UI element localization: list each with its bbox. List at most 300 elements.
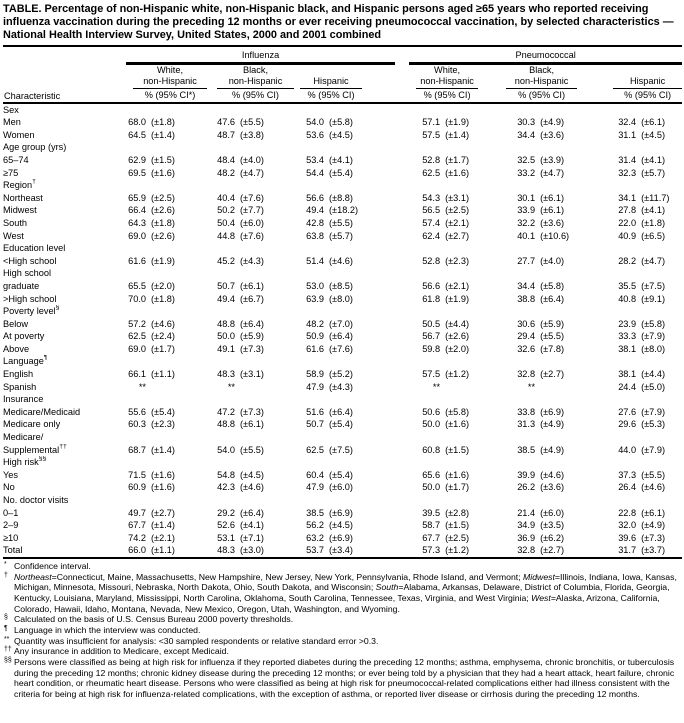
confidence-interval-value: (±5.5) (540, 331, 565, 342)
row-label: No. doctor visits (3, 495, 69, 506)
percent-value: 53.1 (217, 532, 235, 543)
confidence-interval-value: (±5.3) (641, 419, 666, 430)
confidence-interval-value: (±11.7) (641, 192, 670, 203)
percent-value: 36.9 (517, 532, 536, 543)
subgroup-line: White, (434, 65, 461, 76)
section-row (3, 456, 682, 469)
row-label: Northeast (3, 192, 43, 203)
characteristic-header: Characteristic (3, 89, 121, 103)
footnote-text: Persons were classified as being at high risk for influenza if they reported diabetes during the preceding 12 months; asthma, emphysema, chronic bronchitis, or tuberculosis during the preceding 12 months; chronic kidney disease during the preceding 12 months; or ever being told by a physician that they had a heart attack, heart failure, chronic heart condition, or rheumatic heart disease. Persons who were classified as being at high risk for pneumococcal-related complications either had illness consistent with the criteria for being at high risk for influenza-related complications, with the exception of asthma, or reported liver disease or cirrhosis during the preceding 12 months. (14, 656, 675, 699)
percent-value: 54.4 (306, 167, 324, 178)
confidence-interval-value: (±4.7) (641, 255, 666, 266)
row-label: Insurance (3, 394, 44, 405)
confidence-interval-value: (±5.8) (540, 280, 565, 291)
influenza-group-header (121, 46, 396, 65)
percent-value: 26.4 (618, 482, 637, 493)
row-label: ≥10 (3, 532, 19, 543)
confidence-interval-value: (±6.1) (641, 117, 666, 128)
table-row (3, 204, 682, 217)
row-label: Sex (3, 104, 19, 115)
confidence-interval-value: (±5.4) (329, 167, 353, 178)
pneumococcal-group-label: Pneumococcal (409, 47, 682, 65)
percent-value: 50.4 (217, 217, 235, 228)
percent-value: 22.8 (618, 507, 637, 518)
footnote-text: Calculated on the basis of U.S. Census Bureau 2000 poverty thresholds. (14, 614, 294, 625)
percent-value: 56.6 (306, 192, 324, 203)
confidence-interval-value: (±5.5) (641, 469, 666, 480)
confidence-interval-value: (±8.5) (329, 280, 353, 291)
section-row (3, 141, 682, 154)
percent-value: 50.0 (217, 331, 235, 342)
row-label: At poverty (3, 331, 45, 342)
confidence-interval-value: (±3.9) (540, 154, 565, 165)
percent-value: 48.8 (217, 419, 235, 430)
footnote-marker: † (4, 571, 8, 579)
table-row (3, 469, 682, 482)
percent-value: 60.9 (128, 482, 146, 493)
confidence-interval-value: (±2.6) (151, 205, 175, 216)
row-label: Women (3, 129, 35, 140)
percent-value: 62.5 (306, 444, 324, 455)
section-row (3, 179, 682, 192)
percent-value: 34.4 (517, 280, 536, 291)
table-row (3, 481, 682, 494)
percent-value: 52.8 (422, 255, 441, 266)
measure-header: % (95% CI) (587, 89, 682, 103)
percent-value: 27.6 (618, 406, 637, 417)
measure-header: % (95% CI) (396, 89, 492, 103)
confidence-interval-value: (±1.1) (146, 544, 209, 558)
confidence-interval-value: (±2.0) (151, 280, 175, 291)
confidence-interval-value: (±3.1) (240, 369, 264, 380)
percent-value: 34.9 (517, 520, 536, 531)
confidence-interval-value: (±2.7) (540, 369, 565, 380)
percent-value: 60.4 (306, 469, 324, 480)
confidence-interval-value: (±4.3) (329, 381, 353, 392)
confidence-interval-value: (±6.0) (329, 482, 353, 493)
percent-value: 62.4 (422, 230, 441, 241)
empty-cell (121, 179, 682, 192)
confidence-interval-value: (±3.6) (540, 482, 565, 493)
percent-value: 40.1 (517, 230, 536, 241)
col-header-pneumococcal-hispanic (587, 65, 682, 89)
footnote-marker: ** (4, 635, 10, 643)
percent-value: 33.3 (618, 331, 637, 342)
percent-value: 38.5 (517, 444, 536, 455)
percent-value: 26.2 (517, 482, 536, 493)
confidence-interval-value: (±1.7) (445, 154, 470, 165)
percent-value: 33.2 (517, 167, 536, 178)
confidence-interval-value: (±7.3) (240, 406, 264, 417)
percent-value: 54.8 (217, 469, 235, 480)
row-label: Medicare only (3, 419, 61, 430)
table-row (3, 192, 682, 205)
footnote-marker: § (55, 305, 60, 312)
footnote-text: Any insurance in addition to Medicare, except Medicaid. (14, 646, 229, 657)
row-label: Below (3, 318, 29, 329)
confidence-interval-value (440, 381, 492, 394)
influenza-group-label: Influenza (126, 47, 395, 65)
measure-header: % (95% CI) (209, 89, 298, 103)
confidence-interval-value (146, 381, 209, 394)
confidence-interval-value: (±4.5) (329, 520, 353, 531)
confidence-interval-value: (±7.9) (641, 444, 666, 455)
confidence-interval-value: (±6.1) (641, 507, 666, 518)
percent-value: 32.0 (618, 520, 637, 531)
footnote-marker: †† (4, 646, 12, 654)
confidence-interval-value: (±1.4) (445, 129, 470, 140)
percent-value: 65.6 (422, 469, 441, 480)
percent-value: 31.3 (517, 419, 536, 430)
percent-value: 32.5 (517, 154, 536, 165)
percent-value: 50.7 (306, 419, 324, 430)
table-header (3, 46, 682, 103)
confidence-interval-value: (±5.9) (540, 318, 565, 329)
row-label: Medicare/ (3, 432, 44, 443)
table-row (3, 544, 682, 558)
confidence-interval-value: (±6.5) (641, 230, 666, 241)
table-title: TABLE. Percentage of non-Hispanic white, non-Hispanic black, and Hispanic persons aged ≥65 years who reported receiving influenza vaccination during the preceding 12 months or ever receiving pneumococcal vaccination, by selected characteristics — National Health Interview Survey, United States, 2000 and 2001 combined (3, 3, 674, 42)
percent-value: 22.0 (618, 217, 637, 228)
confidence-interval-value: (±8.8) (329, 192, 353, 203)
percent-value: 27.8 (618, 205, 637, 216)
percent-value: 67.7 (128, 520, 146, 531)
confidence-interval-value: (±1.9) (445, 293, 470, 304)
table-row (3, 368, 682, 381)
row-label: West (3, 230, 24, 241)
confidence-interval-value: (±7.5) (329, 444, 353, 455)
percent-value: 61.8 (422, 293, 441, 304)
subgroup-line: Hispanic (629, 76, 666, 87)
percent-value: ** (432, 381, 441, 392)
confidence-interval-value: (±1.6) (151, 469, 175, 480)
row-label: Midwest (3, 205, 37, 216)
empty-cell (121, 141, 682, 154)
confidence-interval-value: (±5.8) (445, 406, 470, 417)
confidence-interval-value: (±2.0) (445, 343, 470, 354)
pneumococcal-group-header (396, 46, 682, 65)
footnote-text: Northeast=Connecticut, Maine, Massachusetts, New Hampshire, New Jersey, New York, Pennsylvania, Rhode Island, and Vermont; Midwest=Illinois, Indiana, Iowa, Kansas, Michigan, Minnesota, Missouri, Nebraska, North Dakota, Ohio, South Dakota, and Wisconsin; South=Alabama, Arkansas, Delaware, District of Columbia, Florida, Georgia, Kentucky, Louisiana, Maryland, Mississippi, North Carolina, Oklahoma, South Carolina, Tennessee, Texas, Virginia, and West Virginia; West=Alaska, Arizona, California, Colorado, Hawaii, Idaho, Montana, Nevada, New Mexico, Oregon, Utah, Washington, and Wyoming. (14, 571, 677, 614)
percent-value: 51.4 (306, 255, 324, 266)
row-label: Poverty level§ (3, 305, 60, 317)
confidence-interval-value: (±1.6) (445, 167, 470, 178)
confidence-interval-value: (±4.9) (540, 117, 565, 128)
confidence-interval-value: (±6.0) (240, 217, 264, 228)
confidence-interval-value: (±4.1) (329, 154, 353, 165)
percent-value: 62.9 (128, 154, 146, 165)
subgroup-header-row (3, 65, 682, 89)
row-label: <High school (3, 255, 57, 266)
percent-value: 63.9 (306, 293, 324, 304)
percent-value: 37.3 (618, 469, 637, 480)
confidence-interval-value: (±2.3) (445, 255, 470, 266)
confidence-interval-value: (±7.1) (240, 532, 264, 543)
confidence-interval-value: (±6.1) (240, 419, 264, 430)
confidence-interval-value: (±1.6) (445, 419, 470, 430)
table-row (3, 330, 682, 343)
confidence-interval-value: (±4.4) (445, 318, 470, 329)
percent-value: 39.6 (618, 532, 637, 543)
percent-value: 63.2 (306, 532, 324, 543)
percent-value: 31.1 (618, 129, 637, 140)
subgroup-line: non-Hispanic (420, 76, 474, 87)
percent-value: 38.1 (618, 369, 637, 380)
confidence-interval-value: (±2.1) (445, 217, 470, 228)
row-label: ≥75 (3, 167, 19, 178)
row-label: Medicare/Medicaid (3, 406, 81, 417)
percent-value: 30.6 (517, 318, 536, 329)
confidence-interval-value: (±2.5) (445, 532, 470, 543)
percent-value: 64.3 (128, 217, 146, 228)
confidence-interval-value: (±4.6) (240, 482, 264, 493)
percent-value: 28.2 (618, 255, 637, 266)
confidence-interval-value: (±1.9) (151, 255, 175, 266)
footnote-marker: §§ (38, 456, 47, 463)
percent-value: 32.6 (517, 343, 536, 354)
row-label: graduate (3, 280, 40, 291)
row-label: High risk§§ (3, 456, 47, 468)
confidence-interval-value: (±6.9) (329, 507, 353, 518)
percent-value: 32.4 (618, 117, 637, 128)
footnote-marker: § (4, 614, 8, 622)
confidence-interval-value: (±2.3) (151, 419, 175, 430)
footnote (3, 657, 682, 700)
percent-value: 40.4 (217, 192, 235, 203)
row-label: 2–9 (3, 520, 19, 531)
empty-cell (121, 431, 682, 444)
spacer-cell (3, 65, 121, 89)
percent-value: ** (527, 381, 536, 392)
percent-value: 40.8 (618, 293, 637, 304)
confidence-interval-value: (±4.0) (540, 255, 565, 266)
percent-value: 29.4 (517, 331, 536, 342)
confidence-interval-value: (±4.4) (641, 369, 666, 380)
percent-value: 50.0 (422, 419, 441, 430)
confidence-interval-value: (±10.6) (540, 230, 570, 241)
percent-value: 38.1 (618, 343, 637, 354)
empty-cell (121, 305, 682, 318)
confidence-interval-value: (±4.6) (151, 318, 175, 329)
footnote-text: Quantity was insufficient for analysis: <30 sampled respondents or relative standard error >0.3. (14, 635, 379, 646)
confidence-interval-value: (±2.1) (445, 280, 470, 291)
row-label: Region† (3, 179, 36, 191)
percent-value: 53.7 (298, 544, 324, 558)
confidence-interval-value: (±2.7) (151, 507, 175, 518)
percent-value: 32.2 (517, 217, 536, 228)
confidence-interval-value: (±5.2) (329, 369, 353, 380)
percent-value: 44.8 (217, 230, 235, 241)
confidence-interval-value: (±1.5) (445, 520, 470, 531)
section-row (3, 242, 682, 255)
confidence-interval-value (235, 381, 298, 394)
confidence-interval-value: (±2.1) (151, 532, 175, 543)
percent-value: 49.4 (306, 205, 324, 216)
footnote-marker: * (4, 560, 7, 568)
percent-value: 48.2 (306, 318, 324, 329)
corner-cell (3, 46, 121, 65)
percent-value: 63.8 (306, 230, 324, 241)
footnote-marker: ¶ (4, 624, 8, 632)
percent-value: 53.4 (306, 154, 324, 165)
percent-value: 74.2 (128, 532, 146, 543)
table-row (3, 293, 682, 306)
percent-value: 61.6 (306, 343, 324, 354)
row-label: English (3, 369, 34, 380)
percent-value: 47.2 (217, 406, 235, 417)
row-label: High school (3, 268, 52, 279)
confidence-interval-value: (±7.7) (240, 205, 264, 216)
percent-value: ** (227, 381, 235, 392)
confidence-interval-value: (±6.4) (329, 331, 353, 342)
percent-value: 47.9 (306, 381, 324, 392)
percent-value: 50.7 (217, 280, 235, 291)
section-row (3, 355, 682, 368)
percent-value: 69.0 (128, 230, 146, 241)
measure-header: % (95% CI) (492, 89, 587, 103)
table-row (3, 255, 682, 268)
percent-value: 56.5 (422, 205, 441, 216)
confidence-interval-value: (±4.1) (641, 205, 666, 216)
footnote (3, 572, 682, 615)
percent-value: 53.0 (306, 280, 324, 291)
confidence-interval-value: (±4.5) (641, 129, 666, 140)
percent-value: 56.6 (422, 280, 441, 291)
row-label: South (3, 217, 28, 228)
confidence-interval-value: (±6.9) (329, 532, 353, 543)
confidence-interval-value: (±7.6) (240, 230, 264, 241)
confidence-interval-value: (±5.9) (240, 331, 264, 342)
empty-cell (121, 456, 682, 469)
confidence-interval-value: (±7.3) (240, 343, 264, 354)
confidence-interval-value: (±5.8) (329, 117, 353, 128)
percent-value: 52.6 (217, 520, 235, 531)
confidence-interval-value: (±7.5) (641, 280, 666, 291)
section-row (3, 431, 682, 444)
confidence-interval-value: (±6.1) (540, 205, 565, 216)
group-header-row (3, 46, 682, 65)
percent-value: 56.7 (422, 331, 441, 342)
confidence-interval-value: (±4.3) (240, 255, 264, 266)
confidence-interval-value: (±5.0) (641, 381, 666, 392)
row-label: Spanish (3, 381, 37, 392)
section-row (3, 305, 682, 318)
percent-value: 32.8 (517, 369, 536, 380)
confidence-interval-value: (±1.4) (151, 520, 175, 531)
percent-value: 62.5 (422, 167, 441, 178)
percent-value: 58.7 (422, 520, 441, 531)
confidence-interval-value: (±1.8) (151, 293, 175, 304)
percent-value: 48.3 (217, 369, 235, 380)
percent-value: 69.0 (128, 343, 146, 354)
confidence-interval-value: (±5.4) (151, 406, 175, 417)
percent-value: 55.6 (128, 406, 146, 417)
empty-cell (121, 267, 682, 280)
percent-value: 51.6 (306, 406, 324, 417)
footnotes (3, 561, 682, 700)
confidence-interval-value: (±6.1) (240, 280, 264, 291)
table-row (3, 343, 682, 356)
confidence-interval-value: (±4.6) (329, 255, 353, 266)
percent-value: 66.1 (128, 369, 146, 380)
confidence-interval-value: (±1.6) (445, 469, 470, 480)
confidence-interval-value: (±7.6) (240, 192, 264, 203)
confidence-interval-value: (±1.4) (151, 444, 175, 455)
percent-value: 50.2 (217, 205, 235, 216)
percent-value: 57.3 (396, 544, 440, 558)
confidence-interval-value: (±4.7) (540, 167, 565, 178)
confidence-interval-value: (±6.7) (240, 293, 264, 304)
percent-value: 54.3 (422, 192, 441, 203)
footnote (3, 614, 682, 625)
percent-value: 47.9 (306, 482, 324, 493)
confidence-interval-value: (±1.9) (445, 117, 470, 128)
percent-value: 66.0 (121, 544, 146, 558)
confidence-interval-value: (±5.5) (329, 217, 353, 228)
percent-value: 62.5 (128, 331, 146, 342)
row-label: Education level (3, 243, 66, 254)
percent-value: 42.3 (217, 482, 235, 493)
percent-value: 49.1 (217, 343, 235, 354)
confidence-interval-value: (±1.2) (445, 369, 470, 380)
confidence-interval-value: (±3.0) (235, 544, 298, 558)
footnote-marker: §§ (4, 656, 12, 664)
table-row (3, 406, 682, 419)
percent-value: 64.5 (128, 129, 146, 140)
percent-value: 29.2 (217, 507, 235, 518)
row-label: Language¶ (3, 355, 48, 367)
percent-value: 48.4 (217, 154, 235, 165)
empty-cell (121, 355, 682, 368)
confidence-interval-value: (±3.4) (324, 544, 396, 558)
percent-value: 66.4 (128, 205, 146, 216)
percent-value: 33.9 (517, 205, 536, 216)
confidence-interval-value: (±3.5) (540, 520, 565, 531)
percent-value: 45.2 (217, 255, 235, 266)
footnote (3, 625, 682, 636)
percent-value: 29.6 (618, 419, 637, 430)
confidence-interval-value: (±3.6) (540, 129, 565, 140)
confidence-interval-value: (±6.4) (329, 406, 353, 417)
confidence-interval-value: (±4.6) (540, 469, 565, 480)
percent-value: 24.4 (618, 381, 637, 392)
confidence-interval-value: (±7.8) (540, 343, 565, 354)
confidence-interval-value: (±4.7) (240, 167, 264, 178)
percent-value: 27.7 (517, 255, 536, 266)
table-row (3, 280, 682, 293)
percent-value: 21.4 (517, 507, 536, 518)
percent-value: 58.9 (306, 369, 324, 380)
subgroup-line: non-Hispanic (143, 76, 197, 87)
percent-value: 50.0 (422, 482, 441, 493)
percent-value: 35.5 (618, 280, 637, 291)
percent-value: 57.2 (128, 318, 146, 329)
percent-value: 52.8 (422, 154, 441, 165)
confidence-interval-value: (±7.0) (329, 318, 353, 329)
confidence-interval-value: (±6.0) (540, 507, 565, 518)
percent-value: 68.0 (128, 117, 146, 128)
percent-value: 30.1 (517, 192, 536, 203)
confidence-interval-value: (±2.6) (151, 230, 175, 241)
confidence-interval-value: (±1.6) (151, 482, 175, 493)
confidence-interval-value: (±6.1) (540, 192, 565, 203)
confidence-interval-value: (±4.5) (329, 129, 353, 140)
percent-value: 49.4 (217, 293, 235, 304)
confidence-interval-value: (±5.8) (641, 318, 666, 329)
table-row (3, 230, 682, 243)
col-header-influenza-black (209, 65, 298, 89)
empty-cell (121, 103, 682, 117)
confidence-interval-value: (±4.9) (540, 419, 565, 430)
